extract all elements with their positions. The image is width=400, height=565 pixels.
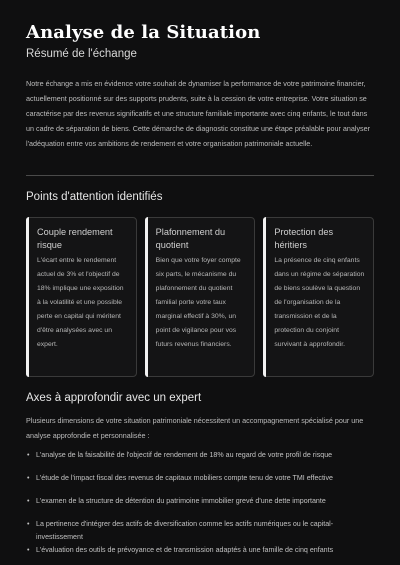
attention-card-protection-heritiers: [263, 217, 374, 377]
section-divider: [26, 175, 374, 176]
list-item: • La pertinence d'intégrer des actifs de diversification comme les actifs numériques ou le capital-investissement: [26, 518, 374, 544]
axes-heading: Axes à approfondir avec un expert: [26, 392, 202, 404]
card-text: L'écart entre le rendement actuel de 3% et l'objectif de 18% implique une exposition à la volatilité et une possible perte en capital qui méritent d'être analysées avec un expert.: [37, 257, 124, 348]
card-text: Bien que votre foyer compte six parts, le mécanisme du plafonnement du quotient familial porte votre taux marginal effectif à 30%, un point de vigilance pour vos futurs revenus financiers.: [155, 257, 241, 348]
intro-paragraph: Notre échange a mis en évidence votre souhait de dynamiser la performance de votre patrimoine financier, actuellement positionné sur des supports prudents, suite à la cession de votre entreprise. Votre situation se caractérise par des revenus significatifs et une structure familiale importante avec cinq enfants, le tout dans un cadre de séparation de biens. Cette démarche de diagnostic constitue une étape préalable pour analyser l'adéquation entre vos ambitions de rendement et votre organisation patrimoniale actuelle.: [26, 79, 371, 148]
list-item: • L'examen de la structure de détention du patrimoine immobilier grevé d'une dette importante: [26, 495, 374, 508]
attention-heading: Points d'attention identifiés: [26, 191, 163, 203]
page-title: Analyse de la Situation: [26, 22, 261, 43]
list-item: • L'étude de l'impact fiscal des revenus de capitaux mobiliers compte tenu de votre TMI effective: [26, 472, 374, 485]
page-subtitle: Résumé de l'échange: [26, 48, 137, 60]
list-item: • L'évaluation des outils de prévoyance et de transmission adaptés à une famille de cinq enfants: [26, 544, 374, 557]
card-title: Protection des héritiers: [274, 227, 334, 250]
card-title: Plafonnement du quotient: [155, 227, 226, 250]
attention-cards: [26, 217, 374, 377]
axes-intro: Plusieurs dimensions de votre situation patrimoniale nécessitent un accompagnement spécialisé pour une analyse approfondie et personnalisée :: [26, 416, 364, 440]
axes-list: [26, 449, 374, 557]
attention-card-plafonnement: [145, 217, 256, 377]
card-title: Couple rendement risque: [37, 227, 113, 250]
attention-card-rendement-risque: [26, 217, 137, 377]
list-item: • L'analyse de la faisabilité de l'objectif de rendement de 18% au regard de votre profil de risque: [26, 449, 374, 462]
card-text: La présence de cinq enfants dans un régime de séparation de biens soulève la question de l'organisation de la transmission et de la protection du conjoint survivant à approfondir.: [274, 257, 365, 348]
